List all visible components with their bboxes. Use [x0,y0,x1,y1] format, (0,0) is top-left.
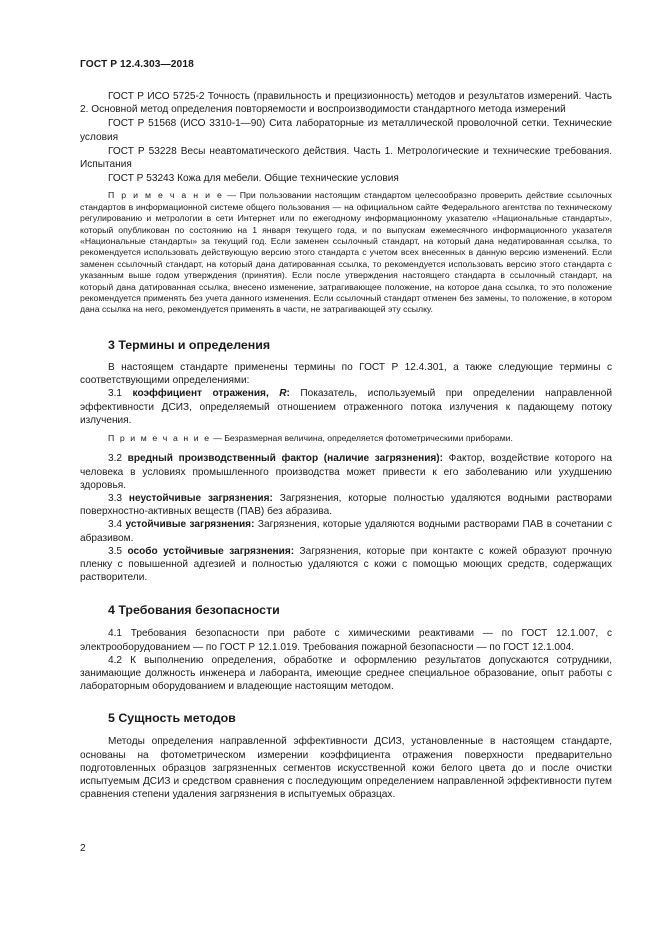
term-3-4 [80,518,612,544]
reference-item: ГОСТ Р 53228 Весы неавтоматического действия. Часть 1. Метрологические и технические требования. Испытания [80,145,612,171]
term-name: устойчивые загрязнения: [125,519,255,531]
term-name: вредный производственный фактор (наличие загрязнения): [127,453,444,465]
note-text: — Безразмерная величина, определяется фотометрическими приборами. [210,432,513,443]
section-3-intro: В настоящем стандарте применены термины по ГОСТ Р 12.4.301, а также следующие термины с соответствующими определениями: [80,361,612,387]
term-number: 3.3 [108,492,129,504]
term-definition: Загрязнения, которые удаляются водными растворами ПАВ в сочетании с абразивом. [80,519,612,544]
term-3-2 [80,452,612,492]
page-number: 2 [80,843,86,854]
term-number: 3.2 [108,453,128,465]
term-definition: Показатель, используемый при определении направленной эффективности ДСИЗ, определяемый отношением отраженного потока излучения к падающему потоку излучения. [80,388,612,426]
term-number: 3.5 [108,545,128,557]
term-3-1 [80,387,612,427]
reference-item: ГОСТ Р ИСО 5725-2 Точность (правильность и прецизионность) методов и результатов измерений. Часть 2. Основной метод определения повторяемости и воспроизводимости стандартного метода измерений [80,91,612,116]
term-note [80,433,612,444]
term-symbol: R [279,388,287,400]
term-name: коэффициент отражения, [132,388,280,400]
section-4-paragraph: 4.1 Требования безопасности при работе с химическими реактивами — по ГОСТ 12.1.007, с электрооборудованием — по ГОСТ Р 12.1.019. Требования пожарной безопасности — по ГОСТ 12.1.004. [80,628,612,653]
standard-header: ГОСТ Р 12.4.303—2018 [80,59,194,70]
section-5-title: 5 Сущность методов [108,711,236,726]
term-number: 3.1 [108,388,133,400]
term-name: неустойчивые загрязнения: [128,492,273,504]
term-colon: : [286,388,290,400]
term-3-3 [80,492,612,518]
reference-item: ГОСТ Р 53243 Кожа для мебели. Общие технические условия [108,173,399,185]
note-label: П р и м е ч а н и е [108,190,224,201]
term-name: особо устойчивые загрязнения: [127,545,295,557]
section-3-title: 3 Термины и определения [108,337,271,352]
term-3-5 [80,545,612,585]
section-4-paragraph: 4.2 К выполнению определения, обработке и оформлению результатов допускаются сотрудники, занимающие должность инженера и лаборанта, имеющие среднее специальное образование, опыт работы с лабораторным оборудованием и владеющие настоящим методом. [80,654,612,693]
page-content [80,90,612,801]
note-text: — При пользовании настоящим стандартом целесообразно проверить действие ссылочных стандартов в информационной системе общего пользования — на официальном сайте Федерального агентства по техническому регулированию и метрологии в сети Интернет или по ежегодному информационному указателю «Национальные стандарты», который опубликован по состоянию на 1 января текущего года, и по выпускам ежемесячного информационного указателя «Национальные стандарты» за текущий год. Если заменен ссылочный стандарт, на который дана недатированная ссылка, то рекомендуется использовать действующую версию этого стандарта с учетом всех внесенных в данную версию изменений. Если заменен ссылочный стандарт, на который дана датированная ссылка, то рекомендуется использовать версию этого стандарта с указанным выше годом утверждения (принятия). Если после утверждения настоящего стандарта в ссылочный стандарт, на который дана датированная ссылка, внесено изменение, затрагивающее положение, на которое дана ссылка, то это положение рекомендуется применять без учета данного изменения. Если ссылочный стандарт отменен без замены, то положение, в котором дана ссылка на него, рекомендуется применять в части, не затрагивающей эту ссылку. [80,190,612,315]
term-definition: Загрязнения, которые при контакте с кожей образуют прочную пленку с повышенной адгезией и полностью удаляются с кожи с помощью моющих средств, содержащих растворители. [80,545,612,584]
term-definition: Загрязнения, которые полностью удаляются водными растворами поверхностно-активных веществ (ПАВ) без абразива. [80,492,613,518]
term-number: 3.4 [108,519,126,531]
note-label: П р и м е ч а н и е [108,432,211,443]
reference-item: ГОСТ Р 51568 (ИСО 3310-1—90) Сита лабораторные из металлической проволочной сетки. Технические условия [80,118,612,143]
term-definition: Фактор, воздействие которого на человека в условиях промышленного производства может привести к его заболеванию или ухудшению здоровья. [80,453,612,491]
section-5-paragraph: Методы определения направленной эффективности ДСИЗ, установленные в настоящем стандарте, основаны на фотометрическом измерении коэффициента отражения поверхности предварительно подготовленных образцов загрязненных сегментов искусственной кожи белого цвета до и после очистки испытуемым ДСИЗ и средством сравнения с последующим определением направленной эффективности путем сравнения степени удаления загрязнения в испытуемых образцах. [80,736,612,801]
references-note [80,190,612,315]
section-4-title: 4 Требования безопасности [108,603,280,618]
